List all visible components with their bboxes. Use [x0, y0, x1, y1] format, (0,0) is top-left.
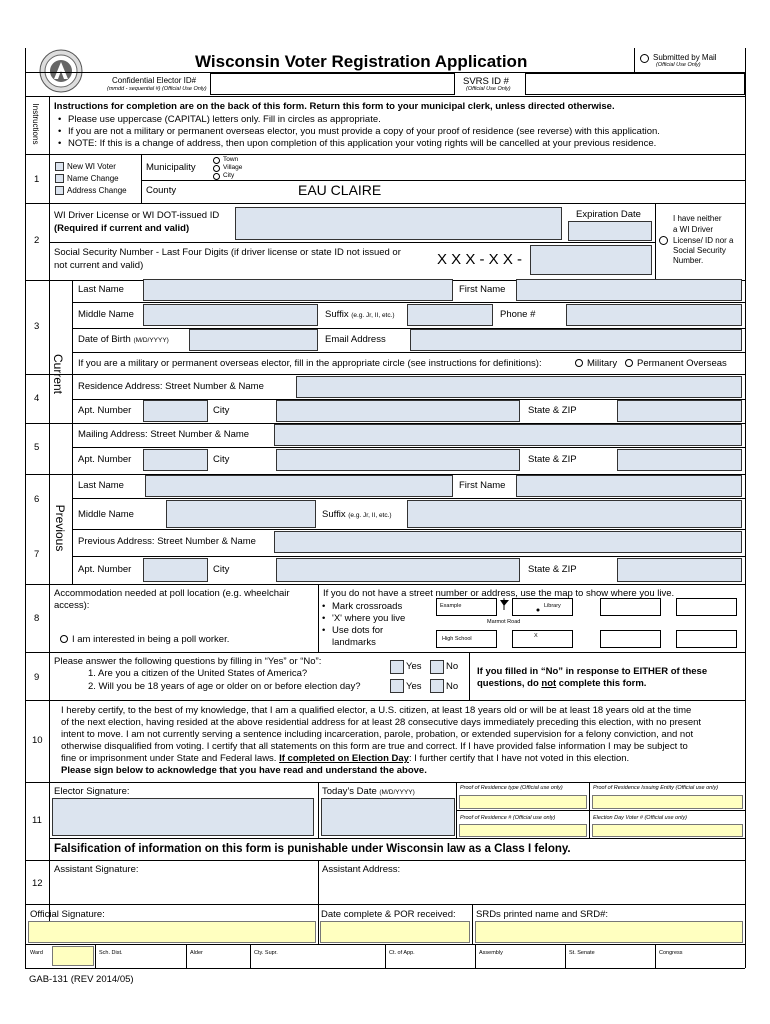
- form-number-footer: GAB-131 (REV 2014/05): [29, 974, 134, 985]
- map-bullet-1: • Mark crossroads: [322, 601, 403, 612]
- prev-suffix-field[interactable]: [407, 500, 742, 528]
- residence-label: Residence Address: Street Number & Name: [78, 381, 264, 392]
- district-county-supr-label: Cty. Supr.: [254, 950, 278, 956]
- email-field[interactable]: [410, 329, 742, 351]
- instructions-bullet3: • NOTE: If this is a change of address, then upon completion of this application your voting rights will be cancelled at your previous residence.: [58, 138, 657, 149]
- no-id-label-2: a WI Driver: [673, 225, 713, 234]
- poll-worker-radio[interactable]: [60, 635, 68, 643]
- cert-line-3: intent to move. I am not currently serving a sentence including incarceration, parole, probation, or extended supervision for a felony conviction, and not: [61, 729, 694, 740]
- svrs-sub: (Official Use Only): [466, 86, 511, 92]
- address-change-checkbox[interactable]: [55, 186, 64, 195]
- prev-last-name-label: Last Name: [78, 480, 124, 491]
- county-value[interactable]: EAU CLAIRE: [298, 182, 382, 198]
- map-bullet-2: • 'X' where you live: [322, 613, 406, 624]
- section-2-num: 2: [34, 235, 40, 246]
- submitted-by-mail-radio[interactable]: [640, 54, 649, 63]
- village-radio[interactable]: [213, 165, 220, 172]
- confidential-elector-sub: (mmdd - sequential #) (Official Use Only): [107, 86, 207, 92]
- elector-signature-label: Elector Signature:: [54, 786, 130, 797]
- cert-line-5: fine or imprisonment under State and Federal laws. If completed on Election Day: I further certify that I have not voted in this election.: [61, 753, 630, 764]
- name-change-checkbox[interactable]: [55, 174, 64, 183]
- today-date-field[interactable]: [321, 798, 455, 836]
- prev-city-field[interactable]: [276, 558, 520, 582]
- mailing-apt-field[interactable]: [143, 449, 208, 471]
- military-text: If you are a military or permanent overseas elector, fill in the appropriate circle (see instructions for definitions):: [78, 358, 542, 369]
- questions-intro: Please answer the following questions by filling in “Yes” or “No”:: [54, 656, 322, 667]
- apt-field[interactable]: [143, 400, 208, 422]
- city-label-current: City: [213, 405, 230, 416]
- assistant-address-field[interactable]: [322, 876, 742, 902]
- prev-city-label: City: [213, 564, 230, 575]
- section-1-num: 1: [34, 174, 40, 185]
- prev-first-name-label: First Name: [459, 480, 506, 491]
- instructions-side-label: Instructions: [31, 103, 40, 145]
- falsification-warning: Falsification of information on this form is punishable under Wisconsin law as a Class I felony.: [54, 843, 571, 855]
- no-id-label-5: Number.: [673, 256, 704, 265]
- por-entity-field[interactable]: [592, 795, 743, 809]
- email-label: Email Address: [325, 334, 386, 345]
- first-name-field[interactable]: [516, 279, 742, 301]
- warning-line-1: If you filled in “No” in response to EITHER of these: [477, 666, 708, 677]
- example-library: Library: [544, 603, 561, 609]
- prev-address-field[interactable]: [274, 531, 742, 553]
- srd-label: SRDs printed name and SRD#:: [476, 909, 609, 920]
- question-2: 2. Will you be 18 years of age or older on or before election day?: [88, 681, 361, 692]
- address-change-label: Address Change: [67, 186, 127, 195]
- first-name-label: First Name: [459, 284, 506, 295]
- form-title: Wisconsin Voter Registration Application: [195, 52, 528, 71]
- por-number-field[interactable]: [459, 824, 587, 837]
- mailing-state-zip-label: State & ZIP: [528, 454, 577, 465]
- prev-middle-name-field[interactable]: [166, 500, 316, 528]
- q2-yes-checkbox[interactable]: [390, 679, 404, 693]
- instructions-bullet1: • Please use uppercase (CAPITAL) letters only. Fill in circles as appropriate.: [58, 114, 381, 125]
- official-signature-label: Official Signature:: [30, 909, 105, 920]
- gab-seal-logo: [39, 49, 83, 93]
- prev-middle-name-label: Middle Name: [78, 509, 134, 520]
- suffix-label: Suffix (e.g. Jr, II, etc.): [325, 309, 395, 320]
- dob-label: Date of Birth (M/D/YYYY): [78, 334, 169, 345]
- apt-label: Apt. Number: [78, 405, 132, 416]
- district-alder-label: Alder: [190, 950, 203, 956]
- section-5-num: 5: [34, 442, 40, 453]
- ward-field[interactable]: [52, 946, 94, 966]
- instructions-line1: Instructions for completion are on the back of this form. Return this form to your municipal clerk, unless directed otherwise.: [54, 101, 615, 112]
- question-1: 1. Are you a citizen of the United States of America?: [88, 668, 308, 679]
- confidential-elector-label: Confidential Elector ID#: [112, 76, 197, 85]
- mailing-label: Mailing Address: Street Number & Name: [78, 429, 250, 440]
- prev-address-label: Previous Address: Street Number & Name: [78, 536, 256, 547]
- q2-no-label: No: [446, 681, 459, 692]
- por-number-label: Proof of Residence # (Official use only): [460, 815, 556, 821]
- prev-first-name-field[interactable]: [516, 475, 742, 497]
- today-date-label: Today’s Date (M/D/YYYY): [322, 786, 415, 797]
- military-radio[interactable]: [575, 359, 583, 367]
- official-signature-field[interactable]: [28, 921, 316, 943]
- prev-state-zip-field[interactable]: [617, 558, 742, 582]
- date-complete-field[interactable]: [320, 921, 470, 943]
- section-9-num: 9: [34, 672, 40, 683]
- elector-signature-field[interactable]: [52, 798, 314, 836]
- overseas-radio[interactable]: [625, 359, 633, 367]
- no-id-label-1: I have neither: [673, 214, 722, 223]
- section-10-num: 10: [32, 735, 43, 746]
- ssn-last4-field[interactable]: [530, 245, 652, 275]
- city-label: City: [223, 172, 235, 179]
- section-6-num: 6: [34, 494, 40, 505]
- no-id-radio[interactable]: [659, 236, 668, 245]
- new-voter-label: New WI Voter: [67, 162, 116, 171]
- suffix-field[interactable]: [407, 304, 493, 326]
- dl-number-field[interactable]: [235, 207, 562, 240]
- assistant-signature-label: Assistant Signature:: [54, 864, 139, 875]
- prev-apt-field[interactable]: [143, 558, 208, 582]
- district-assembly-label: Assembly: [479, 950, 503, 956]
- map-bullet-3: • Use dots for: [322, 625, 384, 636]
- example-label: Example: [440, 603, 462, 609]
- district-school-label: Sch. Dist.: [99, 950, 123, 956]
- ed-voter-label: Election Day Voter # (Official use only): [593, 815, 687, 821]
- ssn-label-1: Social Security Number - Last Four Digits (if driver license or state ID not issued or: [54, 247, 401, 258]
- county-label: County: [146, 185, 177, 196]
- por-type-label: Proof of Residence type (Official use only): [460, 785, 563, 791]
- state-zip-label: State & ZIP: [528, 405, 577, 416]
- user-map[interactable]: [600, 598, 737, 648]
- military-label: Military: [587, 358, 618, 369]
- mailing-state-zip-field[interactable]: [617, 449, 742, 471]
- district-ct-app-label: Ct. of App.: [389, 950, 415, 956]
- mailing-apt-label: Apt. Number: [78, 454, 132, 465]
- mail-official-use: (Official Use Only): [656, 62, 701, 68]
- prev-suffix-label: Suffix (e.g. Jr, II, etc.): [322, 509, 392, 520]
- warning-line-2: questions, do not complete this form.: [477, 678, 647, 689]
- por-entity-label: Proof of Residence Issuing Entity (Official use only): [593, 785, 719, 791]
- example-road: Marmot Road: [487, 619, 521, 625]
- mailing-field[interactable]: [274, 424, 742, 446]
- q1-yes-checkbox[interactable]: [390, 660, 404, 674]
- cert-line-2: of the next election, having resided at the above residential address for at least 28 consecutive days immediately preceding this election, with no present: [61, 717, 702, 728]
- no-id-label-4: Social Security: [673, 246, 726, 255]
- municipality-field[interactable]: [250, 156, 745, 180]
- name-change-label: Name Change: [67, 174, 119, 183]
- section-7-num: 7: [34, 549, 40, 560]
- accommodation-label-2: access):: [54, 600, 90, 611]
- expiration-field[interactable]: [568, 221, 652, 241]
- assistant-signature-field[interactable]: [52, 876, 314, 902]
- q2-no-checkbox[interactable]: [430, 679, 444, 693]
- map-bullet-3b: landmarks: [332, 637, 376, 648]
- submitted-by-mail-label: Submitted by Mail: [653, 53, 717, 62]
- municipality-label: Municipality: [146, 162, 196, 173]
- date-complete-label: Date complete & POR received:: [321, 909, 456, 920]
- accommodation-field[interactable]: [54, 613, 314, 631]
- map-intro: If you do not have a street number or address, use the map to show where you live.: [323, 588, 675, 599]
- mailing-city-label: City: [213, 454, 230, 465]
- middle-name-field[interactable]: [143, 304, 318, 326]
- phone-label: Phone #: [500, 309, 536, 320]
- district-senate-label: St. Senate: [569, 950, 595, 956]
- svrs-id-label: SVRS ID #: [463, 76, 509, 87]
- dob-field[interactable]: [189, 329, 318, 351]
- state-zip-field[interactable]: [617, 400, 742, 422]
- prev-apt-label: Apt. Number: [78, 564, 132, 575]
- ssn-label-2: not current and valid): [54, 260, 144, 271]
- middle-name-label: Middle Name: [78, 309, 134, 320]
- mailing-city-field[interactable]: [276, 449, 520, 471]
- dl-sub-label: (Required if current and valid): [54, 223, 190, 234]
- ed-voter-field[interactable]: [592, 824, 743, 837]
- dl-label: WI Driver License or WI DOT-issued ID: [54, 210, 220, 221]
- previous-side-label: Previous: [53, 504, 67, 552]
- section-12-num: 12: [32, 878, 43, 889]
- section-4-num: 4: [34, 393, 40, 404]
- overseas-label: Permanent Overseas: [637, 358, 727, 369]
- poll-worker-label: I am interested in being a poll worker.: [72, 634, 230, 645]
- prev-state-zip-label: State & ZIP: [528, 564, 577, 575]
- section-8-num: 8: [34, 613, 40, 624]
- town-label: Town: [223, 156, 239, 163]
- q2-yes-label: Yes: [406, 681, 422, 692]
- expiration-label: Expiration Date: [576, 209, 641, 220]
- phone-field[interactable]: [566, 304, 742, 326]
- city-radio[interactable]: [213, 173, 220, 180]
- prev-last-name-field[interactable]: [145, 475, 453, 497]
- new-voter-checkbox[interactable]: [55, 162, 64, 171]
- svrs-id-box[interactable]: [525, 73, 745, 95]
- instructions-bullet2: • If you are not a military or permanent overseas elector, you must provide a copy of your proof of residence (see reverse) with this application.: [58, 126, 660, 137]
- confidential-elector-box[interactable]: [210, 73, 455, 95]
- cert-line-1: I hereby certify, to the best of my knowledge, that I am a qualified elector, a U.S. citizen, at least 18 years old or will be at least 18 years old at the time: [61, 705, 692, 716]
- por-type-field[interactable]: [459, 795, 587, 809]
- example-school: High School: [442, 636, 472, 642]
- district-congress-label: Congress: [659, 950, 683, 956]
- q1-no-checkbox[interactable]: [430, 660, 444, 674]
- assistant-address-label: Assistant Address:: [322, 864, 401, 875]
- q1-no-label: No: [446, 661, 459, 672]
- no-id-label-3: License/ ID nor a: [673, 236, 734, 245]
- q1-yes-label: Yes: [406, 661, 422, 672]
- district-ward-label: Ward: [30, 950, 43, 956]
- last-name-label: Last Name: [78, 284, 124, 295]
- section-11-num: 11: [32, 815, 42, 826]
- last-name-field[interactable]: [143, 279, 453, 301]
- ssn-mask: X X X - X X -: [437, 251, 523, 268]
- accommodation-label-1: Accommodation needed at poll location (e.g. wheelchair: [54, 588, 290, 599]
- example-x: X: [534, 633, 538, 639]
- current-side-label: Current: [51, 353, 65, 394]
- town-radio[interactable]: [213, 157, 220, 164]
- cert-line-6: Please sign below to acknowledge that you have read and understand the above.: [61, 765, 427, 776]
- section-3-num: 3: [34, 321, 40, 332]
- village-label: Village: [223, 164, 243, 171]
- cert-line-4: otherwise disqualified from voting. I certify that all statements on this form are true and correct. If I have provided false information I may be subject to: [61, 741, 688, 752]
- srd-field[interactable]: [475, 921, 743, 943]
- residence-field[interactable]: [296, 376, 742, 398]
- city-field[interactable]: [276, 400, 520, 422]
